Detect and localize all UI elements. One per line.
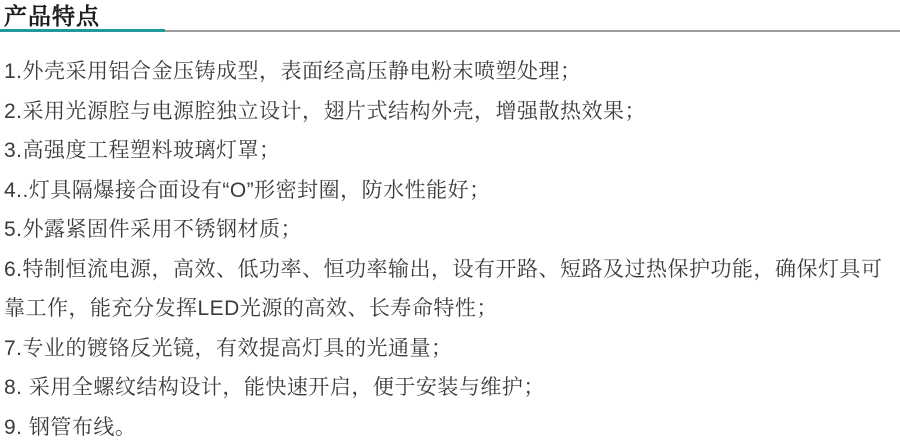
feature-item-9: 9. 钢管布线。 (4, 408, 896, 447)
feature-list (4, 52, 896, 447)
title-underline (0, 29, 900, 33)
feature-item-1: 1.外壳采用铝合金压铸成型，表面经高压静电粉末喷塑处理； (4, 52, 896, 92)
feature-item-3: 3.高强度工程塑料玻璃灯罩； (4, 131, 896, 171)
feature-item-7: 7.专业的镀铬反光镜，有效提高灯具的光通量； (4, 329, 896, 369)
page-title: 产品特点 (0, 0, 900, 29)
section-header (0, 0, 900, 29)
feature-item-5: 5.外露紧固件采用不锈钢材质； (4, 210, 896, 250)
feature-item-8: 8. 采用全螺纹结构设计，能快速开启，便于安装与维护； (4, 368, 896, 408)
feature-item-2: 2.采用光源腔与电源腔独立设计，翅片式结构外壳，增强散热效果； (4, 92, 896, 132)
feature-item-4: 4..灯具隔爆接合面设有“O”形密封圈，防水性能好； (4, 171, 896, 211)
feature-item-6: 6.特制恒流电源，高效、低功率、恒功率输出，设有开路、短路及过热保护功能，确保灯具可靠工作，能充分发挥LED光源的高效、长寿命特性； (4, 250, 896, 329)
title-underline-accent (0, 29, 165, 32)
